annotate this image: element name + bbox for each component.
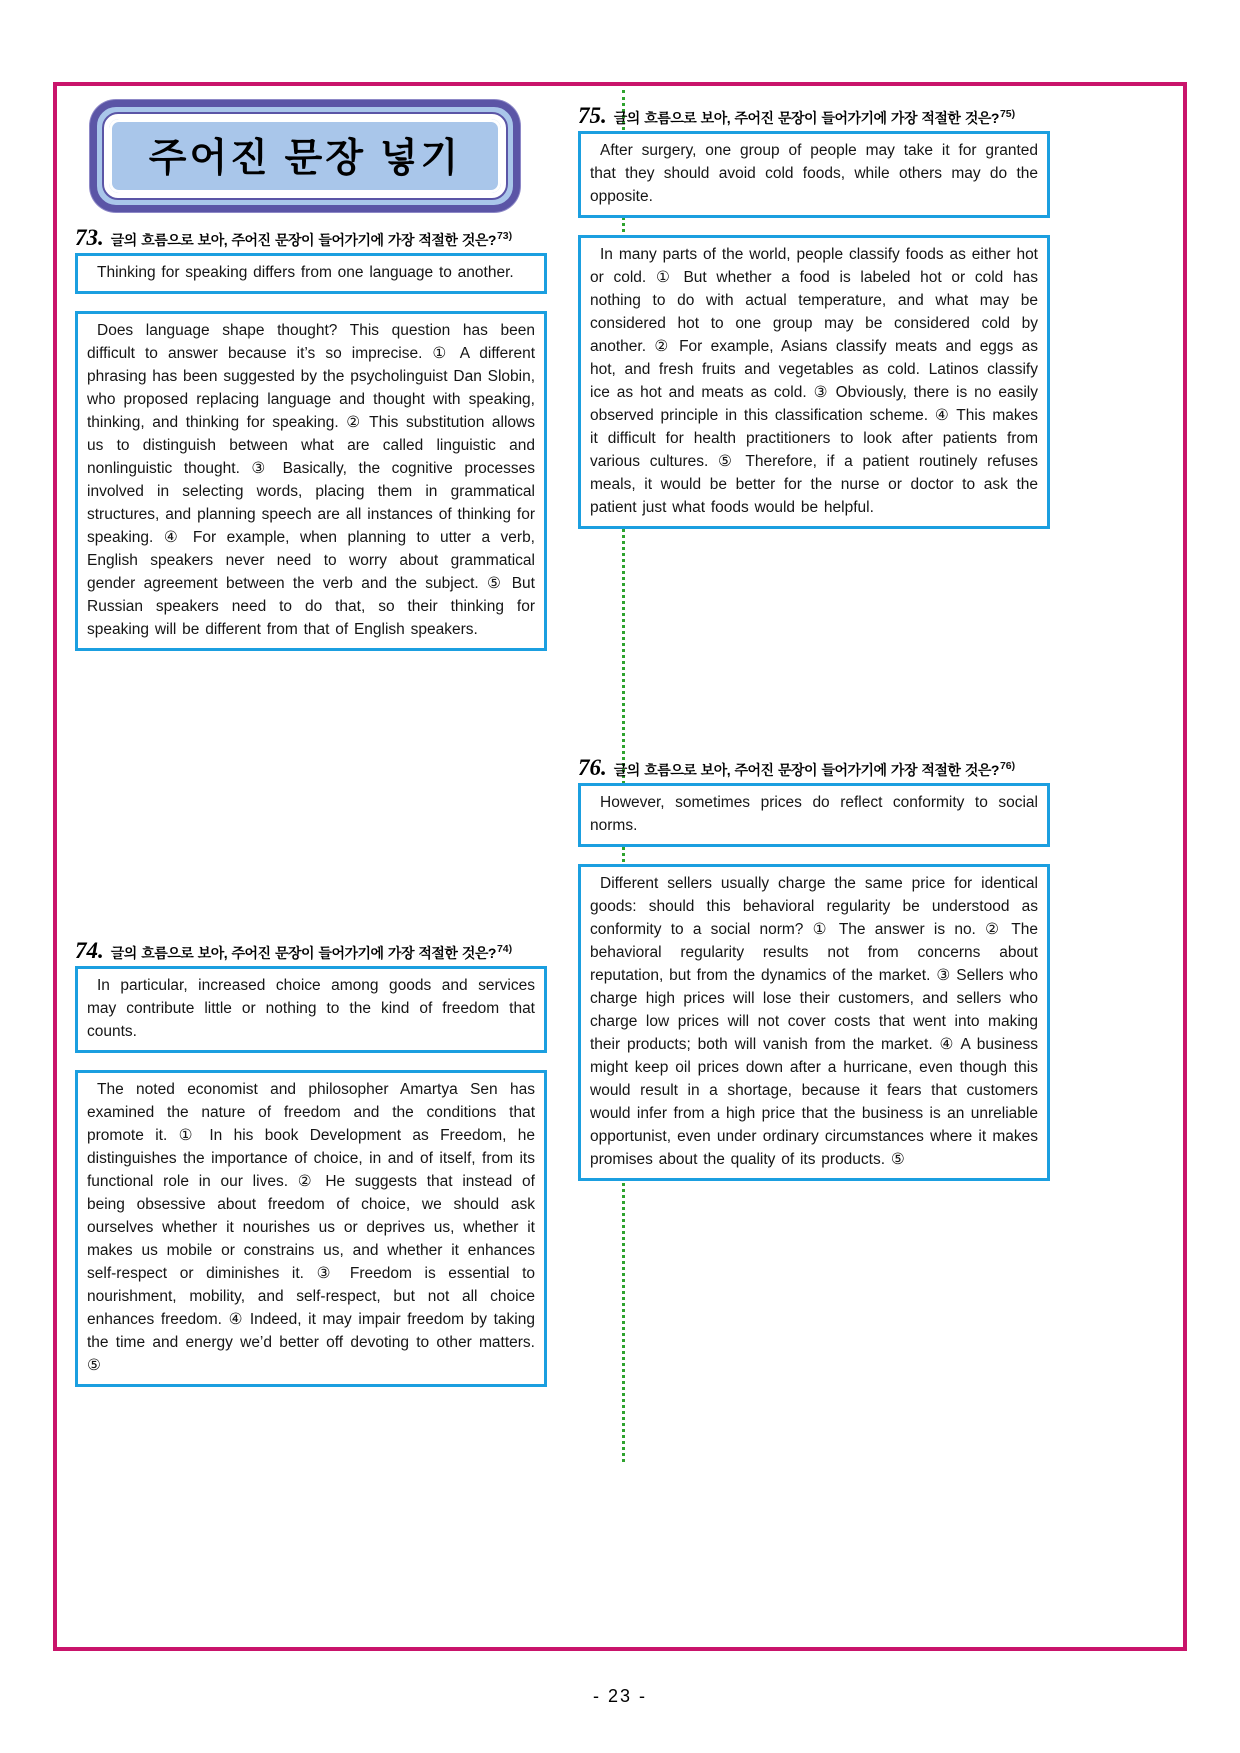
given-sentence-box (578, 783, 1050, 847)
footnote-marker: 75) (999, 108, 1016, 120)
footnote-marker: 74) (496, 943, 513, 955)
question-73-header (75, 225, 547, 252)
page-border-frame (53, 82, 1187, 1651)
page-number: - 23 - (592, 1686, 647, 1706)
given-sentence-box (75, 966, 547, 1053)
question-75 (578, 103, 1050, 529)
passage-box (578, 864, 1050, 1181)
given-sentence-text: In particular, increased choice among goods and services may contribute little or nothing to the kind of freedom that counts. (87, 977, 535, 1040)
title-middle-ring (102, 112, 508, 200)
question-74-header (75, 938, 547, 965)
section-title-box (90, 100, 520, 212)
question-number: 73. (75, 225, 104, 250)
title-outer-ring (90, 100, 520, 212)
question-76 (578, 755, 1050, 1181)
question-prompt: 글의 흐름으로 보아, 주어진 문장이 들어가기에 가장 적절한 것은? (613, 110, 999, 126)
given-sentence-box (75, 253, 547, 294)
passage-box (75, 311, 547, 651)
passage-text: Different sellers usually charge the same price for identical goods: should this behavioral regularity be understood as conformity to a social norm? ① The answer is no. ② The behavioral regularity results not from concerns about reputation, but from the dynamics of the market. ③ Sellers who charge high prices will lose their customers, and sellers who charge low prices will not cover costs that went into making their products; both will vanish from the market. ④ A business might keep oil prices down after a hurricane, even though this would result in a shortage, because it fears that customers would infer from a high price that the business is an unreliable opportunist, even under ordinary circumstances where it makes promises about the quality of its products. ⑤ (590, 875, 1038, 1168)
section-title: 주어진 문장 넣기 (109, 119, 501, 193)
passage-text: Does language shape thought? This question has been difficult to answer because it’s so imprecise. ① A different phrasing has been suggested by the psycholinguist Dan Slobin, who proposed replacing language and thought with speaking, thinking, and thinking for speaking. ② This substitution allows us to distinguish between what are called linguistic and nonlinguistic thought. ③ Basically, the cognitive processes involved in selecting words, placing them in grammatical structures, and planning speech are all instances of thinking for speaking. ④ For example, when planning to utter a verb, English speakers never need to worry about grammatical gender agreement between the verb and the subject. ⑤ But Russian speakers need to do that, so their thinking for speaking will be different from that of English speakers. (87, 322, 536, 638)
question-number: 74. (75, 938, 104, 963)
question-number: 76. (578, 755, 607, 780)
passage-box (578, 235, 1050, 529)
passage-text: In many parts of the world, people classify foods as either hot or cold. ① But whether a food is labeled hot or cold has nothing to do with actual temperature, and what may be considered hot to one group may be considered cold by another. ② For example, Asians classify meats and eggs as hot, and fresh fruits and vegetables as cold. Latinos classify ice as hot and meats as cold. ③ Obviously, there is no easily observed principle in this classification scheme. ④ This makes it difficult for health practitioners to look after patients from various cultures. ⑤ Therefore, if a patient routinely refuses meals, it would be better for the nurse or doctor to ask the patient just what foods would be helpful. (590, 246, 1038, 516)
question-prompt: 글의 흐름으로 보아, 주어진 문장이 들어가기에 가장 적절한 것은? (110, 945, 496, 961)
passage-box (75, 1070, 547, 1387)
question-74 (75, 938, 547, 1387)
question-75-header (578, 103, 1050, 130)
given-sentence-text: Thinking for speaking differs from one language to another. (97, 264, 514, 281)
question-73 (75, 225, 547, 651)
given-sentence-text: After surgery, one group of people may take it for granted that they should avoid cold foods, while others may do the opposite. (590, 142, 1038, 205)
footnote-marker: 76) (999, 760, 1016, 772)
footnote-marker: 73) (496, 230, 513, 242)
given-sentence-text: However, sometimes prices do reflect conformity to social norms. (590, 794, 1038, 834)
passage-text: The noted economist and philosopher Amartya Sen has examined the nature of freedom and the conditions that promote it. ① In his book Development as Freedom, he distinguishes the importance of choice, in and of itself, from its functional role in our lives. ② He suggests that instead of being obsessive about freedom of choice, we should ask ourselves whether it nourishes us or deprives us, whether it makes us mobile or constrains us, and whether it enhances self-respect or diminishes it. ③ Freedom is essential to nourishment, mobility, and self-respect, but not all choice enhances freedom. ④ Indeed, it may impair freedom by taking the time and energy we’d better off devoting to other matters. ⑤ (87, 1081, 535, 1374)
question-76-header (578, 755, 1050, 782)
question-prompt: 글의 흐름으로 보아, 주어진 문장이 들어가기에 가장 적절한 것은? (110, 232, 496, 248)
question-prompt: 글의 흐름으로 보아, 주어진 문장이 들어가기에 가장 적절한 것은? (613, 762, 999, 778)
given-sentence-box (578, 131, 1050, 218)
question-number: 75. (578, 103, 607, 128)
